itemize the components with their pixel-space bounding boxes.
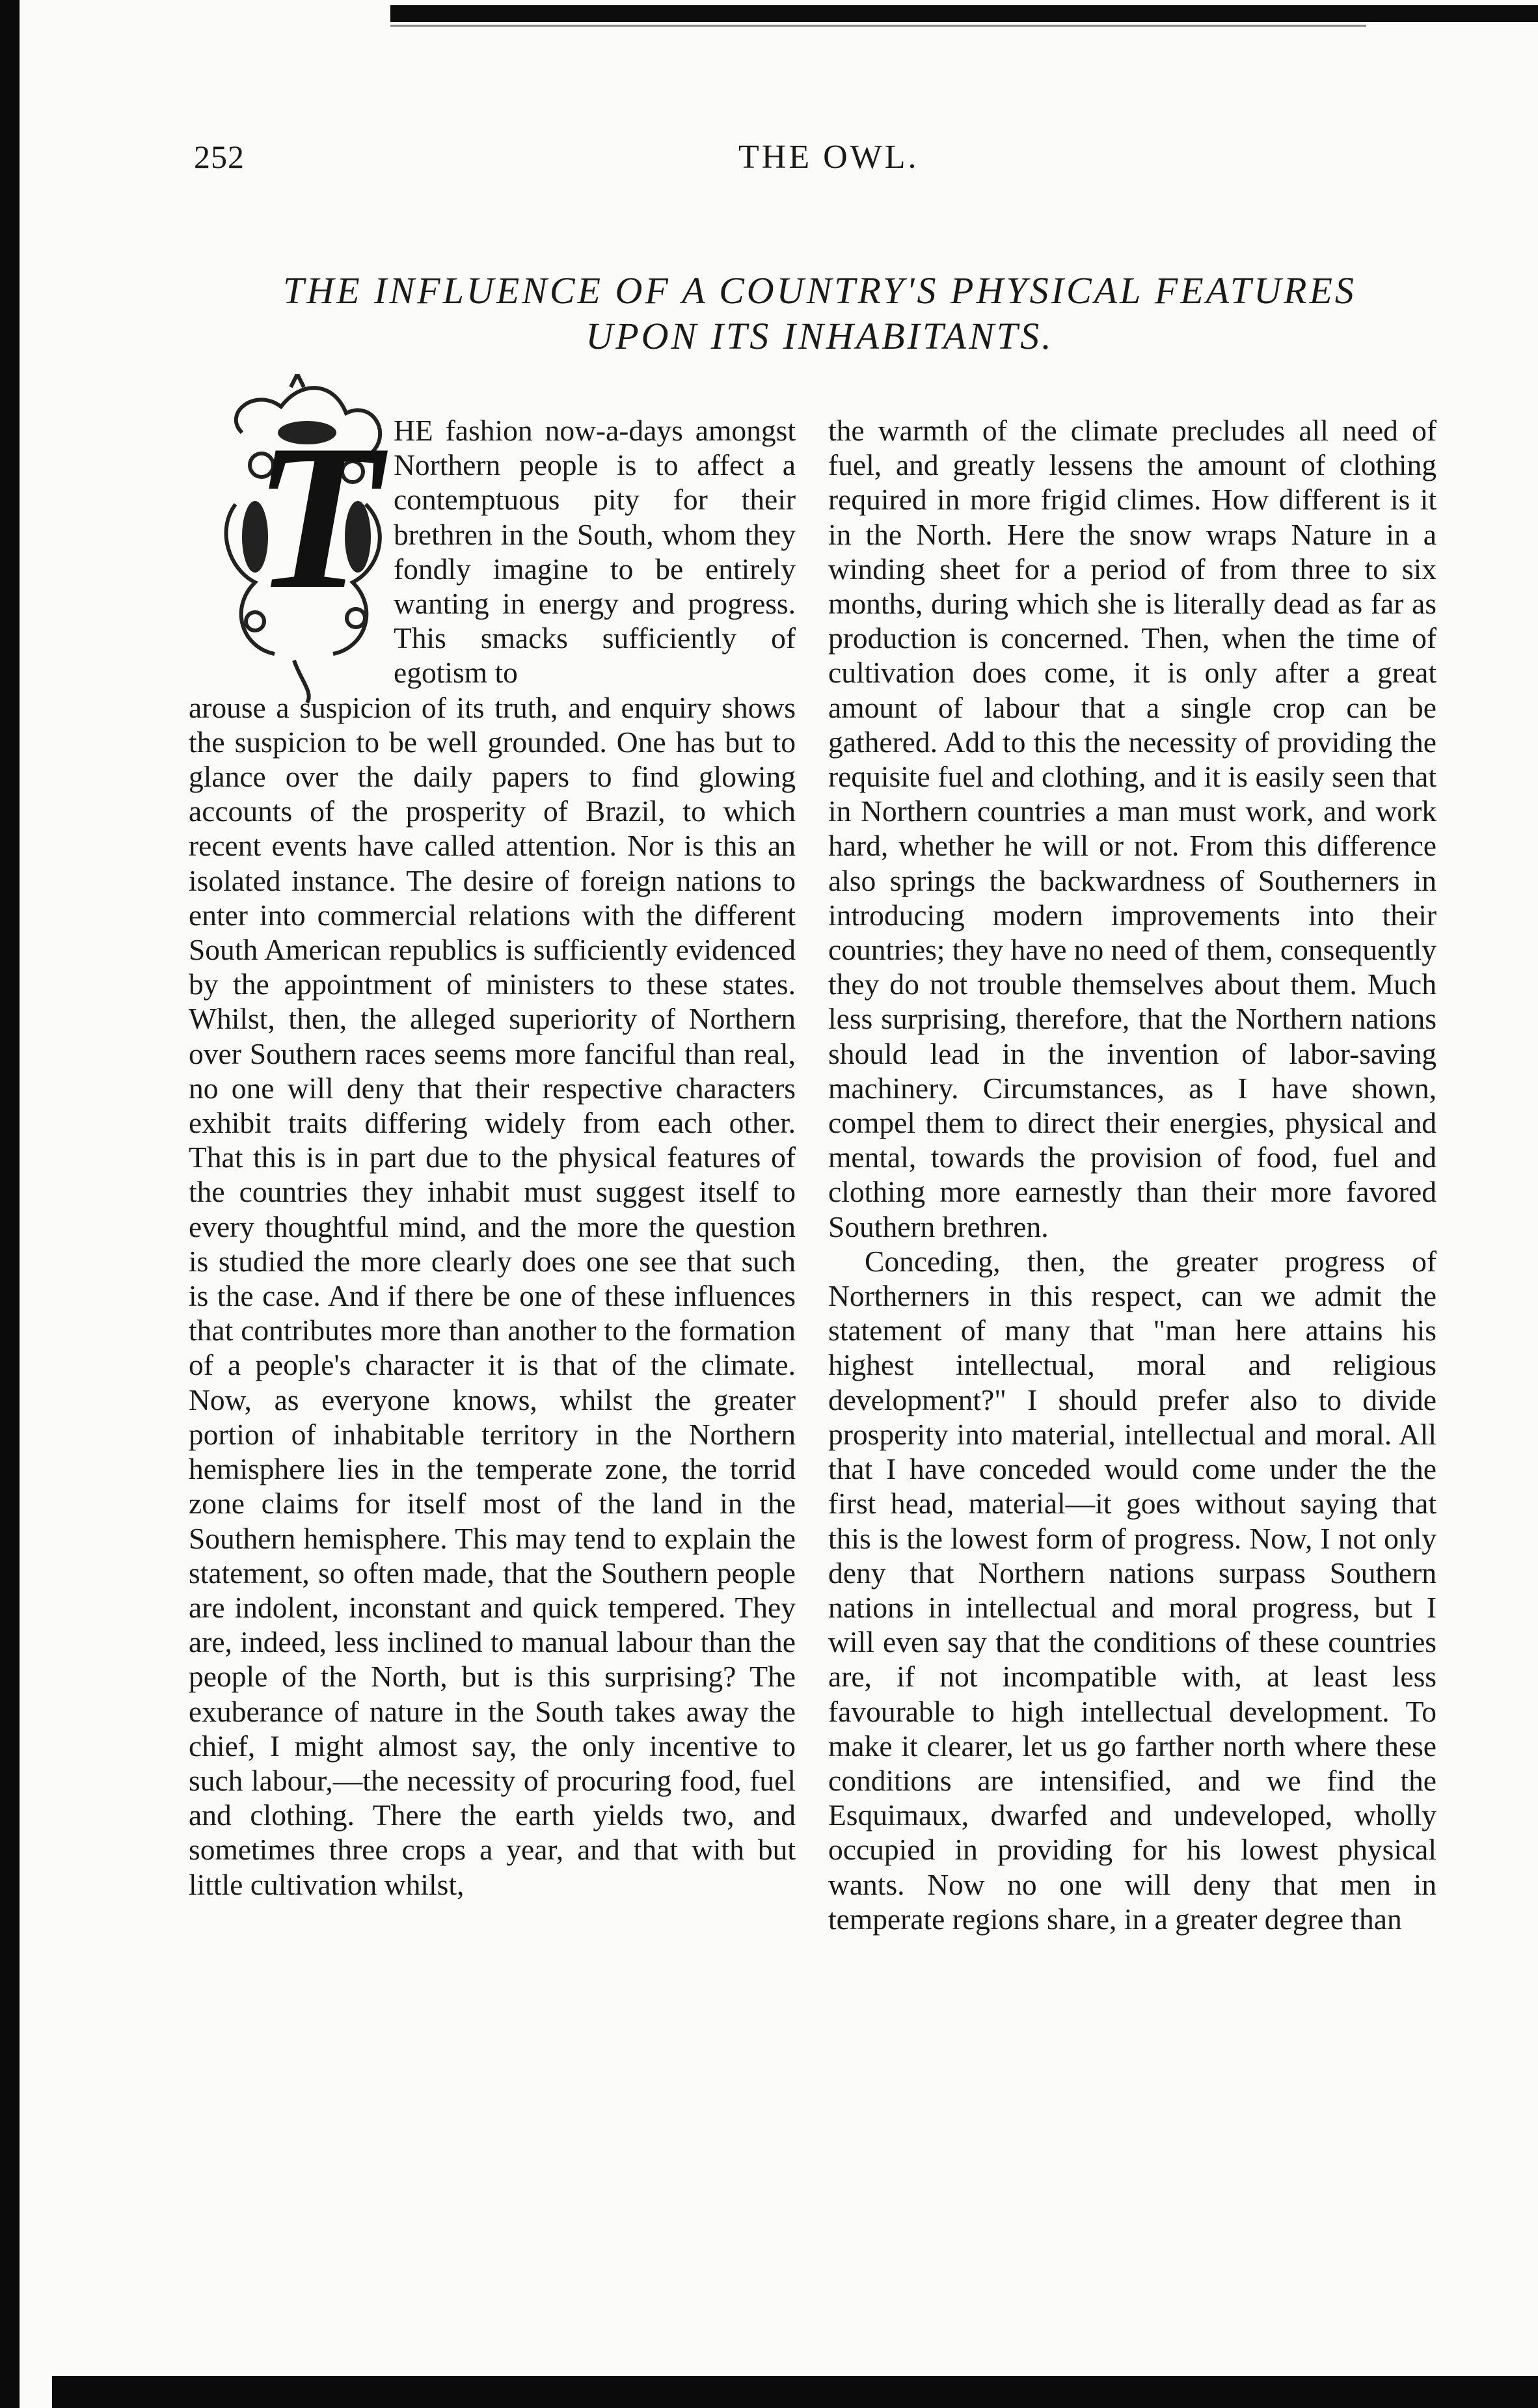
article-title-line-2: UPON ITS INHABITANTS. — [586, 315, 1054, 357]
scan-edge-top-thin — [390, 25, 1366, 27]
scan-edge-bottom — [52, 2376, 1538, 2408]
right-column-paragraph-1: the warmth of the climate precludes all need of fuel, and greatly lessens the amount of clothing required in more frigid climes. How different is it in the North. Here the snow wraps Nature in a winding sheet for a period of from three to six months, during which she is literally dead as far as production is concerned. Then, when the time of cultivation does come, it is only after a great amount of labour that a single crop can be gathered. Add to this the necessity of providing the requisite fuel and clothing, and it is easily seen that in Northern countries a man must work, and work hard, whether he will or not. From this difference also springs the backwardness of Southerners in introducing modern improvements into their countries; they have no need of them, consequently they do not trouble themselves about them. Much less surprising, therefore, that the Northern nations should lead in the invention of labor-saving machinery. Circumstances, as I have shown, compel them to direct their energies, physical and mental, towards the provision of food, fuel and clothing more earnestly than their more favored Southern brethren. — [828, 414, 1437, 1243]
scan-edge-top — [390, 5, 1538, 22]
drop-cap-letter: T — [254, 402, 381, 632]
article-title-line-1: THE INFLUENCE OF A COUNTRY'S PHYSICAL FEATURES — [283, 269, 1356, 312]
running-title: THE OWL. — [738, 139, 919, 176]
right-column-paragraph-2: Conceding, then, the greater progress of Northerners in this respect, can we admit the statement of many that "man here attains his highest intellectual, moral and religious development?" I should prefer also to divide prosperity into material, intellectual and moral. All that I have conceded would come under the the first head, material—it goes without saying that this is the lowest form of progress. Now, I not only deny that Northern nations surpass Southern nations in intellectual and moral progress, but I will even say that the conditions of these countries are, if not incompatible with, at least less favourable to high intellectual development. To make it clearer, let us go farther north where these conditions are intensified, and we find the Esquimaux, dwarfed and undeveloped, wholly occupied in providing for his lowest physical wants. Now no one will deny that men in temperate regions share, in a greater degree than — [828, 1244, 1437, 1936]
left-column-opening: HE fashion now-a-days amongst Northern people is to affect a contemptuous pity for their brethren in the South, whom they fondly imagine to be entirely wanting in energy and progress. This smacks sufficiently of egotism to — [394, 414, 796, 690]
page-number: 252 — [194, 139, 245, 175]
left-column-text: arouse a suspicion of its truth, and enquiry shows the suspicion to be well grounded. One has but to glance over the daily papers to find glowing accounts of the prosperity of Brazil, to which recent events have called attention. Nor is this an isolated instance. The desire of foreign nations to enter into commercial relations with the different South American republics is sufficiently evidenced by the appointment of ministers to these states. Whilst, then, the alleged superiority of Northern over Southern races seems more fanciful than real, no one will deny that their respective characters exhibit traits differing widely from each other. That this is in part due to the physical features of the countries they inhabit must suggest itself to every thoughtful mind, and the more the question is studied the more clearly does one see that such is the case. And if there be one of these influences that contributes more than another to the formation of a people's character it is that of the climate. Now, as everyone knows, whilst the greater portion of inhabitable territory in the Northern hemisphere lies in the temperate zone, the torrid zone claims for itself most of the land in the Southern hemisphere. This may tend to explain the statement, so often made, that the Southern people are indolent, inconstant and quick tempered. They are, indeed, less inclined to manual labour than the people of the North, but is this surprising? The exuberance of nature in the South takes away the chief, I might almost say, the only incentive to such labour,—the necessity of procuring food, fuel and clothing. There the earth yields two, and sometimes three crops a year, and that with but little cultivation whilst, — [189, 690, 796, 1901]
scan-edge-left — [0, 0, 20, 2408]
article-title — [215, 268, 1425, 359]
right-column — [828, 413, 1437, 1936]
left-column — [189, 402, 796, 1902]
